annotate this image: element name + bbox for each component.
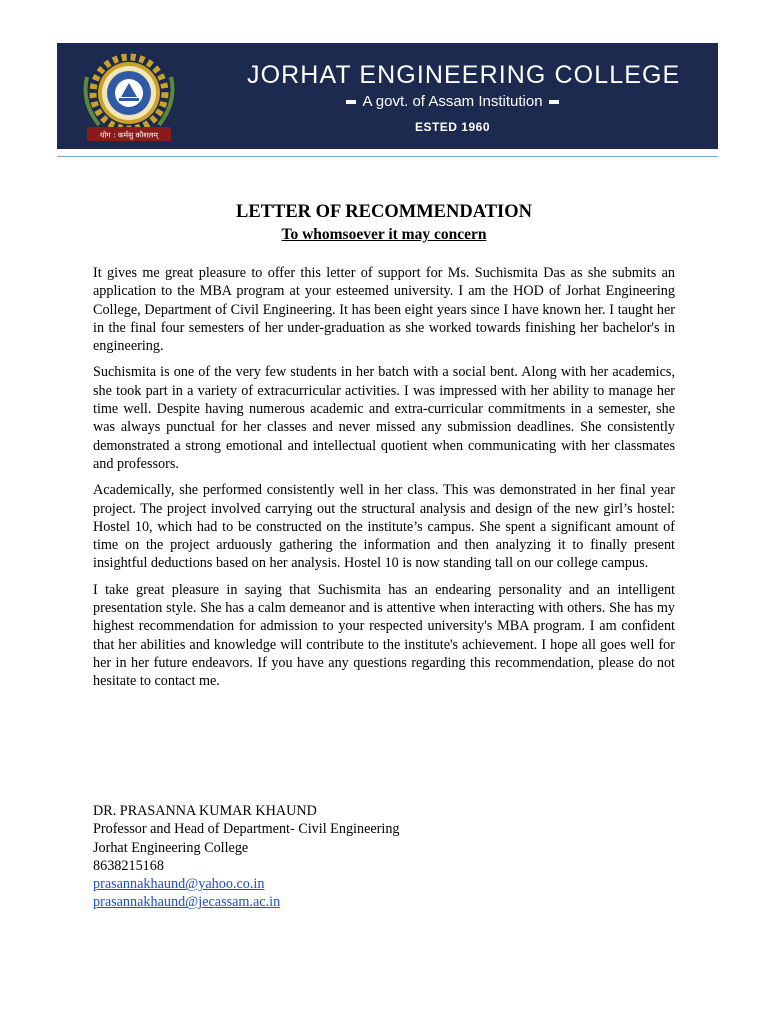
paragraph: Suchismita is one of the very few students in her batch with a social bent. Along with her academics, she took part in a variety of extracurricular activities. I was impressed with her ability to manage her time well. Despite having numerous academic and extra-curricular commitments in a semester, she was always punctual for her classes and never missed any submission deadlines. She consistently demonstrated a strong emotional and intellectual quotient when communicating with her classmates and professors. <box>93 364 675 472</box>
established-year: ESTED 1960 <box>414 120 491 134</box>
signatory-position: Professor and Head of Department- Civil Engineering <box>93 821 400 838</box>
paragraph: Academically, she performed consistently well in her class. This was demonstrated in her final year project. The project involved carrying out the structural analysis and design of the new girl’s hostel: Hostel 10, which had to be constructed on the institute’s campus. She spent a significant amount of time on the project arduously gathering the information and then analyzing it to finally present insightful deductions based on her analysis. Hostel 10 is now standing tall on our college campus. <box>93 482 675 572</box>
college-subtitle-text: A govt. of Assam Institution <box>362 93 543 110</box>
letter-salutation: To whomsoever it may concern <box>281 226 487 243</box>
paragraph: I take great pleasure in saying that Suchismita has an endearing personality and an intelligent presentation style. She has a calm demeanor and is attentive when interacting with others. She has my highest recommendation for admission to your respected university's MBA program. I am confident that her abilities and knowledge will contribute to the institute's achievement. I hope all goes well for her in her future endeavors. If you have any questions regarding this recommendation, please do not hesitate to contact me. <box>93 581 675 690</box>
signatory-institution: Jorhat Engineering College <box>93 839 249 856</box>
dash-right-icon <box>549 100 559 104</box>
signature-block <box>93 802 400 912</box>
letter-body <box>93 264 675 699</box>
letter-title: LETTER OF RECOMMENDATION <box>235 202 533 222</box>
email-link-jecassam[interactable]: prasannakhaund@jecassam.ac.in <box>93 894 281 911</box>
motto-text: योग : कर्मसु कौशलम् <box>100 130 158 140</box>
college-name: JORHAT ENGINEERING COLLEGE <box>247 61 681 89</box>
paragraph: It gives me great pleasure to offer this letter of support for Ms. Suchismita Das as she submits an application to the MBA program at your esteemed university. I am the HOD of Jorhat Engineering College, Department of Civil Engineering. It has been eight years since I have known her. I taught her in the final four semesters of her under-graduation as she worked towards finishing her bachelor's in engineering. <box>93 265 675 355</box>
email-link-yahoo[interactable]: prasannakhaund@yahoo.co.in <box>93 876 265 893</box>
signatory-name: DR. PRASANNA KUMAR KHAUND <box>93 803 317 819</box>
signatory-phone: 8638215168 <box>93 857 164 874</box>
header-divider <box>57 156 718 157</box>
dash-left-icon <box>346 100 356 104</box>
college-banner <box>57 43 718 149</box>
college-subtitle <box>57 93 718 110</box>
